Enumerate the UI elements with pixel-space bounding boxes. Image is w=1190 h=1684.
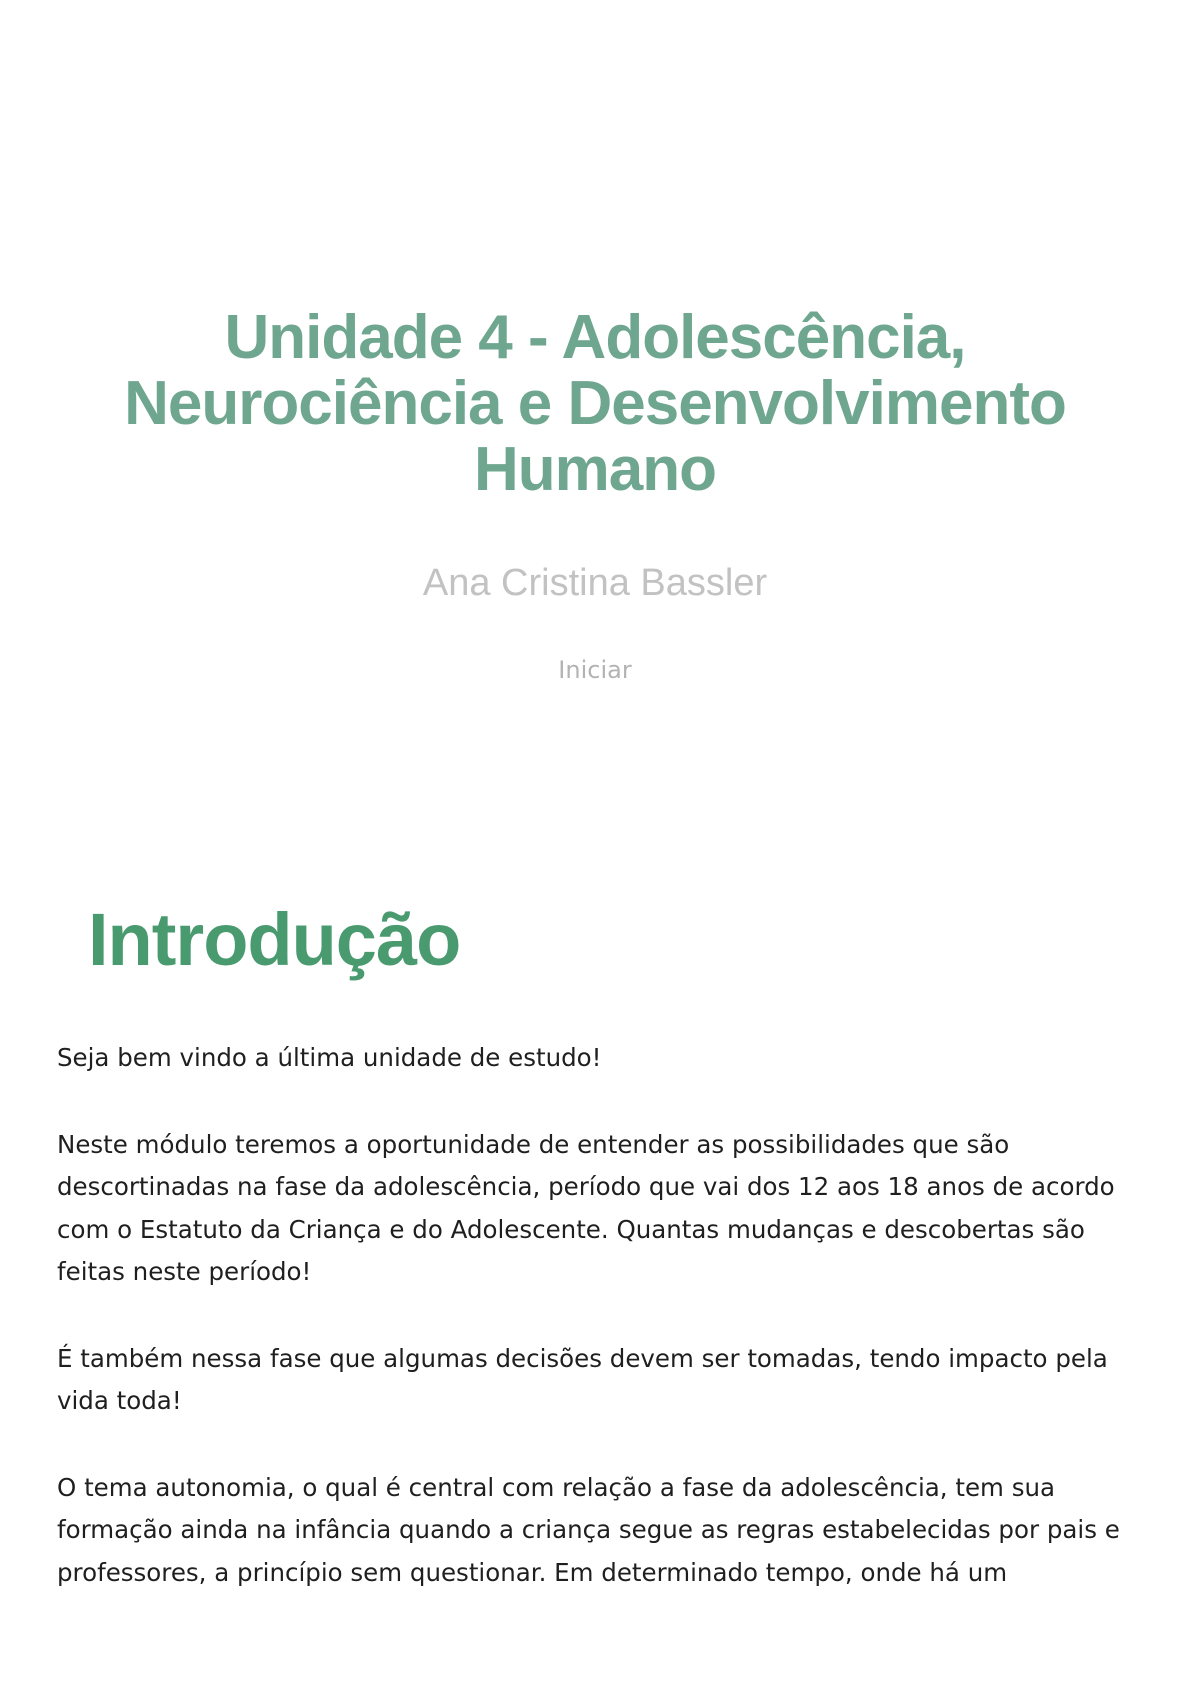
body-paragraph: O tema autonomia, o qual é central com relação a fase da adolescência, tem sua formação ainda na infância quando a criança segue as regras estabelecidas por pais e professores, a princípio sem questionar. Em determinado tempo, onde há um: [57, 1472, 1120, 1587]
course-title-line: Neurociência e Desenvolvimento: [124, 369, 1066, 438]
course-title: [45, 305, 1145, 503]
body-paragraph: É também nessa fase que algumas decisões devem ser tomadas, tendo impacto pela vida toda!: [57, 1343, 1108, 1415]
body-paragraph: Seja bem vindo a última unidade de estudo!: [57, 1043, 602, 1072]
section-body: [57, 1037, 1147, 1594]
author-name: Ana Cristina Bassler: [422, 562, 768, 604]
start-link[interactable]: Iniciar: [558, 656, 632, 684]
cover-section: [0, 305, 1190, 685]
body-paragraph: Neste módulo teremos a oportunidade de entender as possibilidades que são descortinadas na fase da adolescência, período que vai dos 12 aos 18 anos de acordo com o Estatuto da Criança e do Adolescente. Quantas mudanças e descobertas são feitas neste período!: [57, 1129, 1115, 1286]
course-title-line: Humano: [474, 435, 716, 504]
introduction-section: [0, 895, 1190, 1638]
section-title: Introdução: [88, 898, 461, 981]
course-title-line: Unidade 4 - Adolescência,: [224, 303, 966, 372]
